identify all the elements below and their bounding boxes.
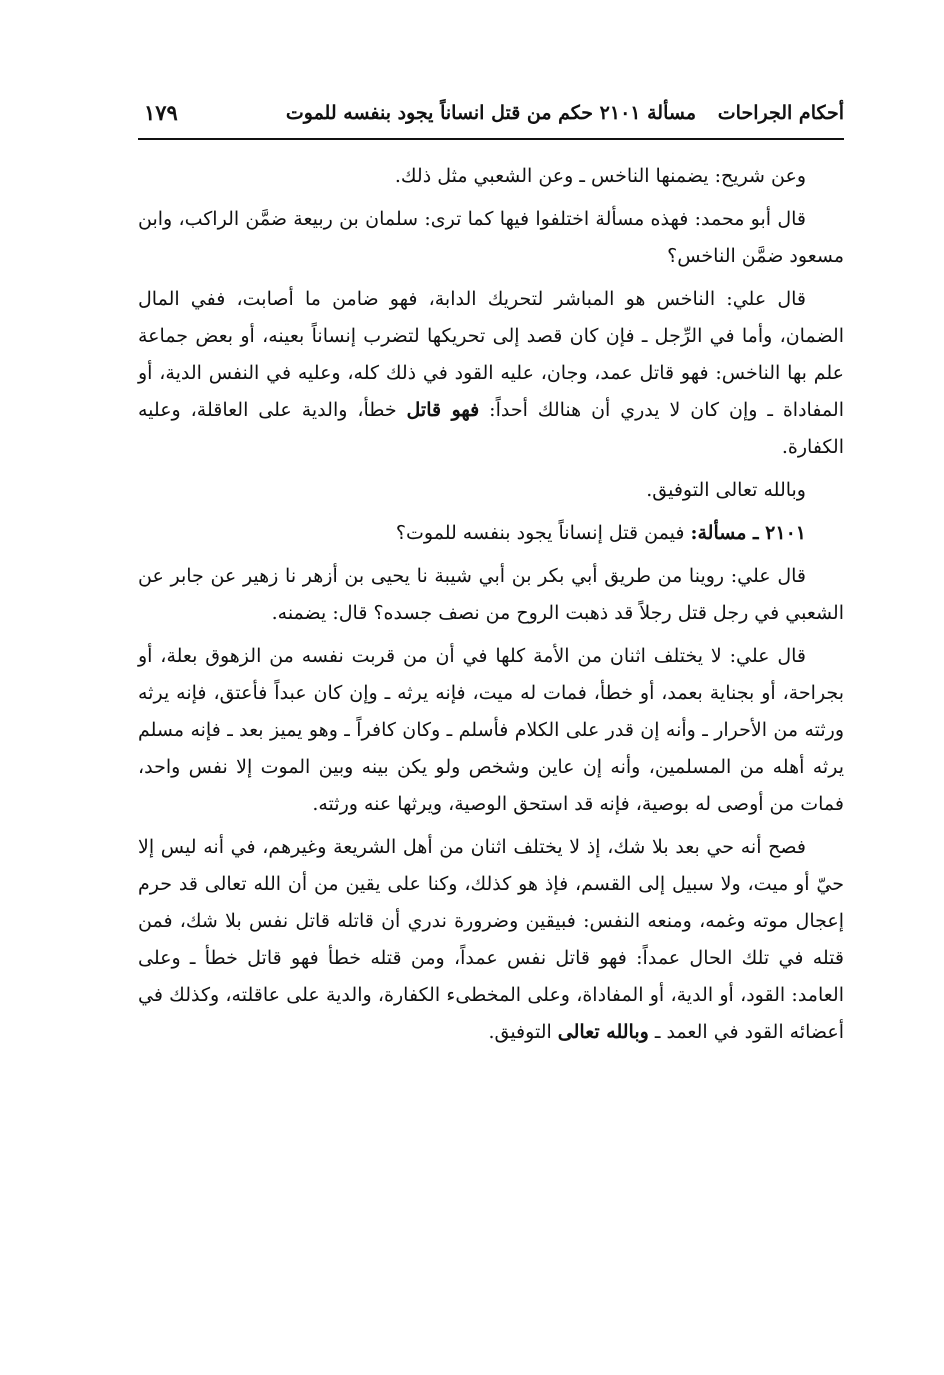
book-title: أحكام الجراحات	[717, 102, 844, 124]
header-rule	[138, 138, 844, 140]
paragraph: وبالله تعالى التوفيق.	[646, 479, 806, 501]
running-header	[138, 96, 844, 136]
issue-number: ٢١٠١ ـ مسألة:	[690, 522, 806, 544]
paragraph: قال علي: الناخس هو المباشر لتحريك الدابة، فهو ضامن ما أصابت، ففي المال الضمان، وأما في الرِّجل ـ فإن كان قصد إلى تحريكها لتضرب إنساناً بعينه، أو بعض جماعة علم بها الناخس: فهو قاتل عمد، وجان، عليه القود في ذلك كله، وعليه في النفس الدية، أو المفاداة ـ وإن كان لا يدري أن هنالك أحداً: فهو قاتل خطأ، والدية على العاقلة، وعليه الكفارة.	[138, 288, 844, 458]
paragraph: قال علي: روينا من طريق أبي بكر بن أبي شيبة نا يحيى بن أزهر نا زهير عن جابر عن الشعبي في رجل قتل رجلاً قد ذهبت الروح من نصف جسده؟ قال: يضمنه.	[138, 565, 844, 624]
paragraph: قال علي: لا يختلف اثنان من الأمة كلها في أن من قربت نفسه من الزهوق بعلة، أو بجراحة، أو بجناية بعمد، أو خطأ، فمات له ميت، فإنه يرثه ـ وإن كان عبداً فأعتق، فإنه يرثه ورثته من الأحرار ـ وأنه إن قدر على الكلام فأسلم ـ وكان كافراً ـ وهو يميز بعد ـ فإنه مسلم يرثه أهله من المسلمين، وأنه إن عاين وشخص ولو يكن بينه وبين الموت إلا نفس واحد، فمات من أوصى له بوصية، فإنه قد استحق الوصية، ويرثها عنه ورثته.	[138, 645, 844, 815]
paragraph: قال أبو محمد: فهذه مسألة اختلفوا فيها كما ترى: سلمان بن ربيعة ضمَّن الراكب، وابن مسعود ضمَّن الناخس؟	[138, 208, 844, 267]
paragraph: فصح أنه حي بعد بلا شك، إذ لا يختلف اثنان من أهل الشريعة وغيرهم، في أنه ليس إلا حيّ أو ميت، ولا سبيل إلى القسم، فإذ هو كذلك، وكنا على يقين من أن الله تعالى قد حرم إعجال موته وغمه، ومنعه النفس: فبيقين وضرورة ندري أن قاتله قاتل نفس بلا شك، فمن قتله في تلك الحال عمداً: فهو قاتل نفس عمداً، ومن قتله خطأ فهو قاتل خطأ ـ وعلى العامد: القود، أو الدية، أو المفاداة، وعلى المخطىء الكفارة، والدية على عاقلته، وكذلك في أعضائه القود في العمد ـ وبالله تعالى التوفيق.	[138, 836, 844, 1043]
section-title: مسألة ٢١٠١ حكم من قتل انساناً يجود بنفسه للموت	[285, 102, 696, 124]
page-number: ١٧٩	[144, 100, 178, 125]
issue-heading: ٢١٠١ ـ مسألة: فيمن قتل إنساناً يجود بنفسه للموت؟	[395, 522, 806, 544]
bold-phrase: وبالله تعالى	[557, 1021, 649, 1043]
page-body	[138, 158, 844, 1051]
paragraph: وعن شريح: يضمنها الناخس ـ وعن الشعبي مثل ذلك.	[394, 165, 806, 187]
bold-phrase: فهو قاتل	[406, 399, 480, 421]
